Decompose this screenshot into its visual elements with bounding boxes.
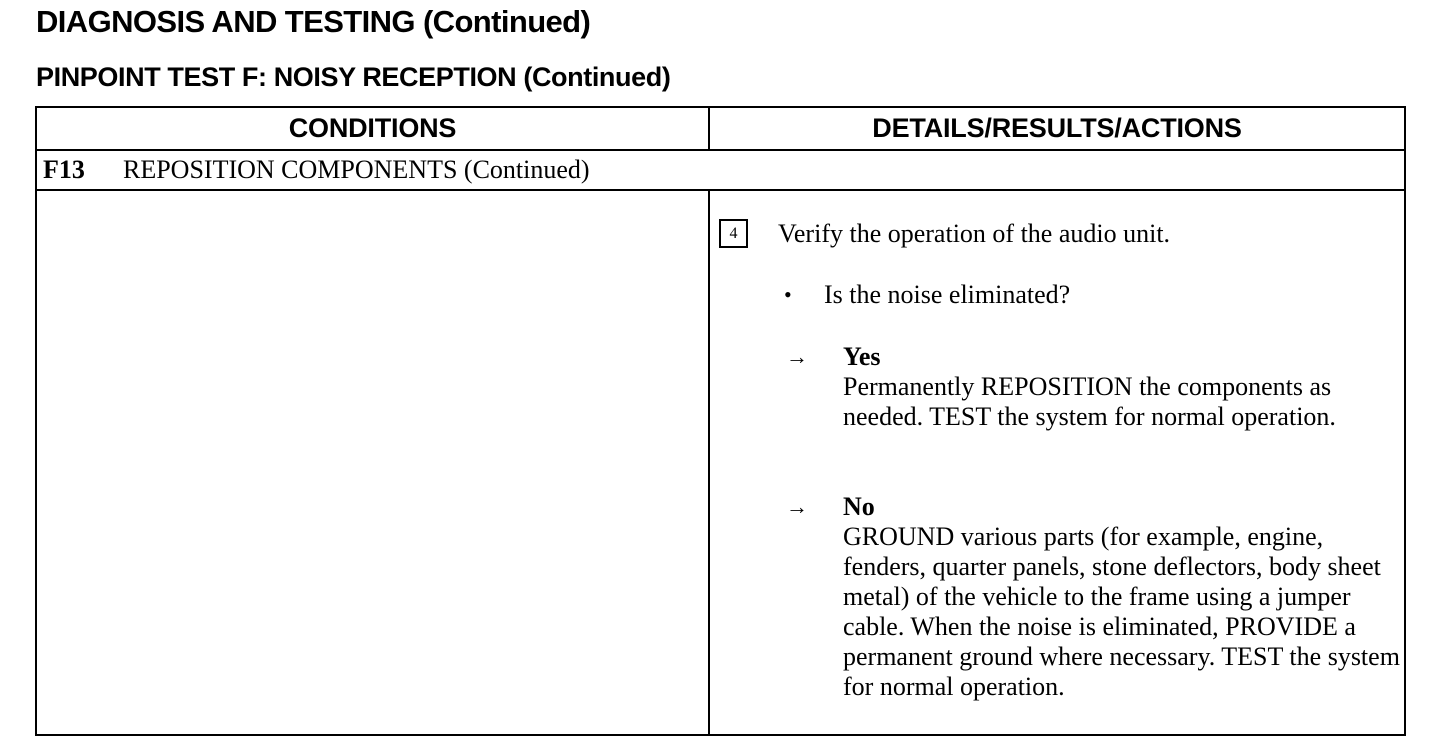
details-cell xyxy=(710,191,1404,736)
bullet-icon: • xyxy=(784,282,792,307)
answer-text: Permanently REPOSITION the components as needed. TEST the system for normal operation. xyxy=(843,372,1336,431)
step-id: F13 xyxy=(43,155,85,184)
arrow-right-icon: → xyxy=(786,494,808,519)
page-title: DIAGNOSIS AND TESTING (Continued) xyxy=(36,4,591,39)
conditions-cell xyxy=(37,191,708,736)
step-instruction: Verify the operation of the audio unit. xyxy=(778,219,1171,248)
answer-label: No xyxy=(843,492,875,521)
question-text: Is the noise eliminated? xyxy=(824,280,1071,309)
answer-no xyxy=(843,492,1403,702)
conditions-column-header: CONDITIONS xyxy=(37,108,710,149)
answer-label: Yes xyxy=(843,342,881,371)
arrow-right-icon: → xyxy=(786,344,808,369)
step-title: REPOSITION COMPONENTS (Continued) xyxy=(123,155,590,184)
step-row xyxy=(37,151,1404,189)
answer-yes xyxy=(843,342,1403,432)
test-subtitle: PINPOINT TEST F: NOISY RECEPTION (Continued) xyxy=(36,62,671,92)
answer-text: GROUND various parts (for example, engine, fenders, quarter panels, stone deflectors, body sheet metal) of the vehicle to the frame using a jumper cable. When the noise is eliminated, PROVIDE a permanent ground where necessary. TEST the system for normal operation. xyxy=(843,522,1400,701)
step-number-box: 4 xyxy=(719,219,748,248)
pinpoint-test-table xyxy=(35,106,1406,736)
details-column-header: DETAILS/RESULTS/ACTIONS xyxy=(872,113,1242,143)
